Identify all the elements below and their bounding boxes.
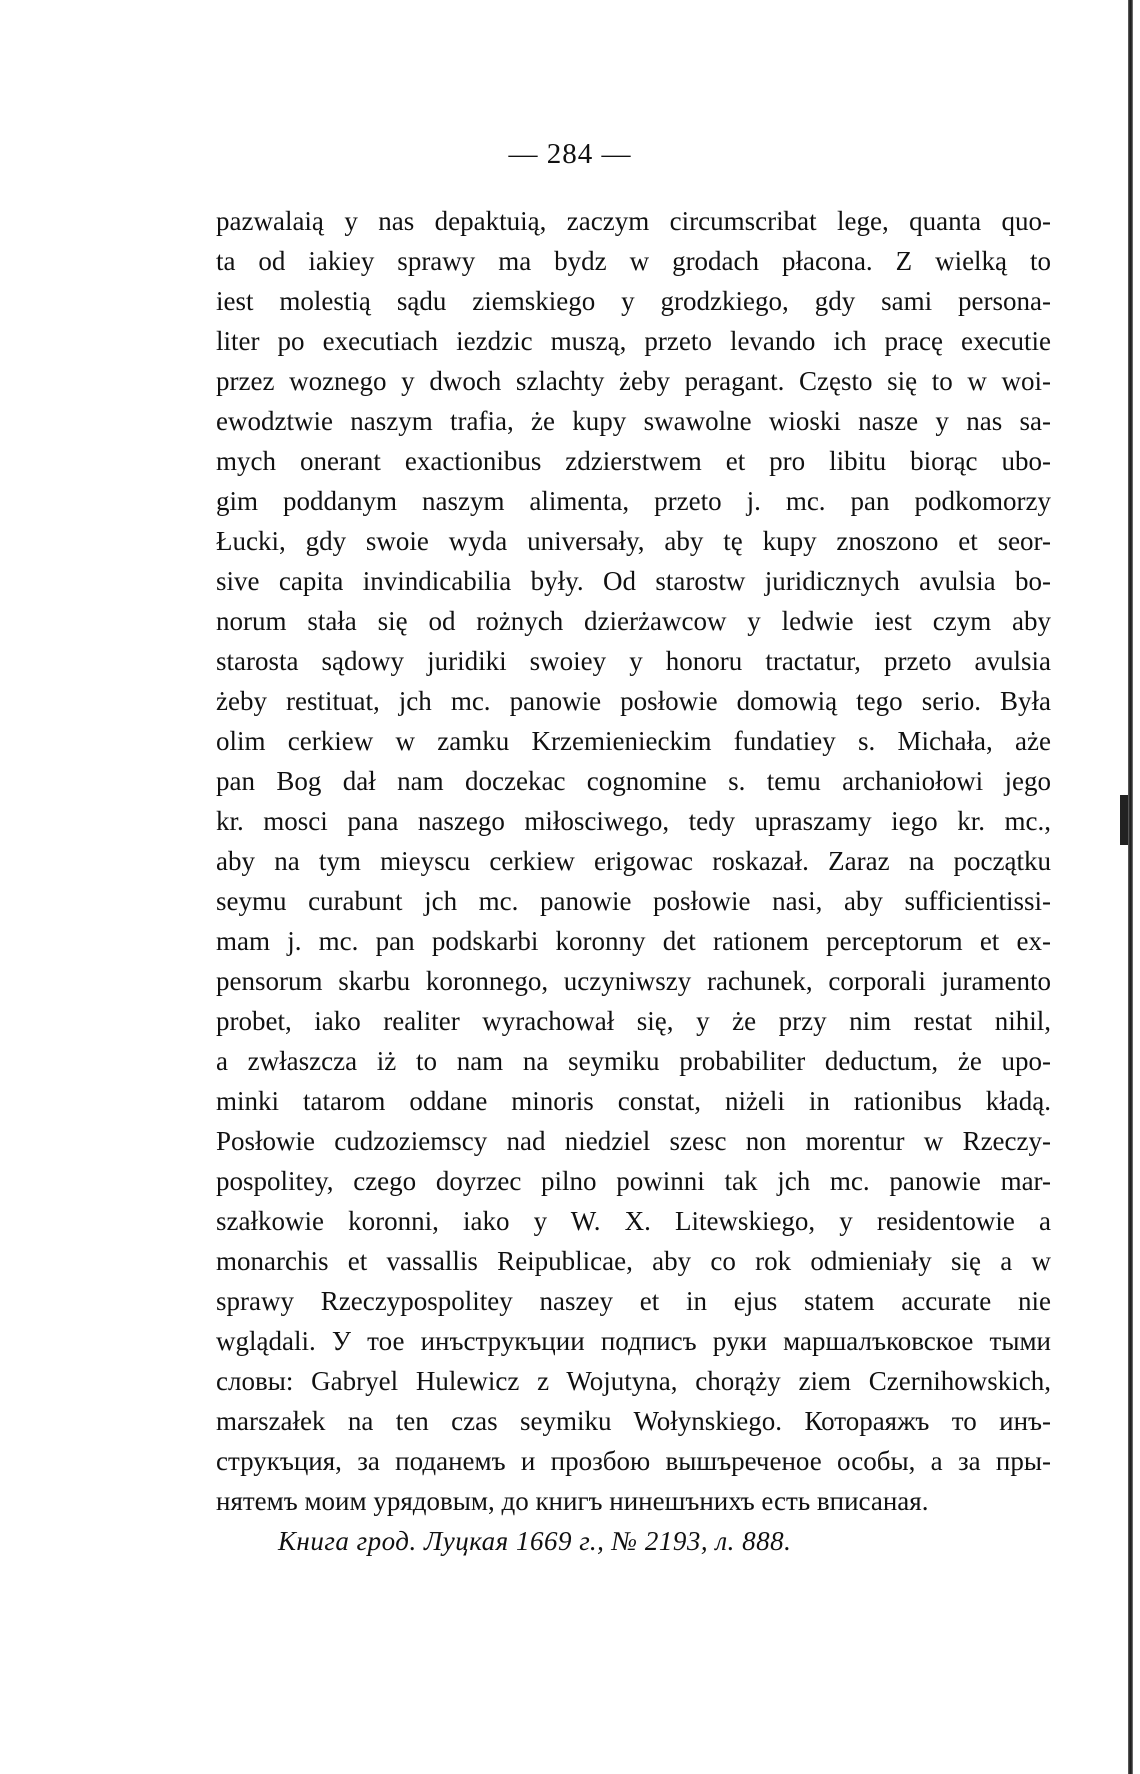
text-line: wglądali. У тое инъструкъции подписъ руки маршалъковское тыми (216, 1326, 1051, 1356)
text-line: norum stała się od rożnych dzierżawcow y ledwie iest czym aby (216, 606, 1051, 636)
text-line: marszałek na ten czas seymiku Wołynskiego. Котораяжъ то инъ- (216, 1406, 1051, 1436)
text-line: ewodztwie naszym trafia, że kupy swawolne wioski nasze y nas sa- (216, 406, 1051, 436)
page-number: — 284 — (508, 138, 632, 170)
page-edge-mark (1120, 795, 1128, 845)
text-line: ta od iakiey sprawy ma bydz w grodach płacona. Z wielką to (216, 246, 1051, 276)
text-line: sprawy Rzeczypospolitey naszey et in ejus statem accurate nie (216, 1286, 1051, 1316)
text-line: sive capita invindicabilia były. Od starostw juridicznych avulsia bo- (216, 566, 1051, 596)
text-line: pan Bog dał nam doczekac cognomine s. temu archaniołowi jego (216, 766, 1051, 796)
text-line: minki tatarom oddane minoris constat, niżeli in rationibus kładą. (216, 1086, 1051, 1116)
text-line: gim poddanym naszym alimenta, przeto j. mc. pan podkomorzy (216, 486, 1051, 516)
text-line: przez woznego y dwoch szlachty żeby peragant. Często się to w woi- (216, 366, 1051, 396)
text-line: olim cerkiew w zamku Krzemienieckim fundatiey s. Michała, aże (216, 726, 1051, 756)
body-text (216, 201, 1051, 1561)
text-line: струкъция, за поданемъ и прозбою вышъреченое особы, а за пры- (216, 1446, 1051, 1476)
source-citation: Книга грод. Луцкая 1669 г., № 2193, л. 888. (278, 1526, 792, 1556)
text-line: pospolitey, czego doyrzec pilno powinni tak jch mc. panowie mar- (216, 1166, 1051, 1196)
text-line: нятемъ моим урядовым, до книгъ нинешънихъ есть вписаная. (216, 1486, 929, 1516)
text-line: Łucki, gdy swoie wyda universały, aby tę kupy znoszono et seor- (216, 526, 1051, 556)
text-line: pazwalaią y nas depaktuią, zaczym circumscribat lege, quanta quo- (216, 206, 1051, 236)
text-line: seymu curabunt jch mc. panowie posłowie nasi, aby sufficientissi- (216, 886, 1051, 916)
text-line: словы: Gabryel Hulewicz z Wojutyna, chorąży ziem Czernihowskich, (216, 1366, 1051, 1396)
text-line: aby na tym mieyscu cerkiew erigowac roskazał. Zaraz na początku (216, 846, 1051, 876)
text-line: żeby restituat, jch mc. panowie posłowie domowią tego serio. Była (216, 686, 1051, 716)
text-line: liter po executiach iezdzic muszą, przeto levando ich pracę executie (216, 326, 1051, 356)
text-line: iest molestią sądu ziemskiego y grodzkiego, gdy sami persona- (216, 286, 1051, 316)
text-line: monarchis et vassallis Reipublicae, aby co rok odmieniały się a w (216, 1246, 1051, 1276)
text-line: szałkowie koronni, iako y W. X. Litewskiego, y residentowie a (216, 1206, 1051, 1236)
text-line: kr. mosci pana naszego miłosciwego, tedy upraszamy iego kr. mc., (216, 806, 1051, 836)
text-line: a zwłaszcza iż to nam na seymiku probabiliter deductum, że upo- (216, 1046, 1051, 1076)
text-line: starosta sądowy juridiki swoiey y honoru tractatur, przeto avulsia (216, 646, 1051, 676)
text-line: Posłowie cudzoziemscy nad niedziel szesc non morentur w Rzeczy- (216, 1126, 1051, 1156)
page-edge-line (1128, 0, 1133, 1774)
text-line: mam j. mc. pan podskarbi koronny det rationem perceptorum et ex- (216, 926, 1051, 956)
text-line: mych onerant exactionibus zdzierstwem et pro libitu biorąc ubo- (216, 446, 1051, 476)
text-line: pensorum skarbu koronnego, uczyniwszy rachunek, corporali juramento (216, 966, 1051, 996)
text-line: probet, iako realiter wyrachował się, y że przy nim restat nihil, (216, 1006, 1051, 1036)
